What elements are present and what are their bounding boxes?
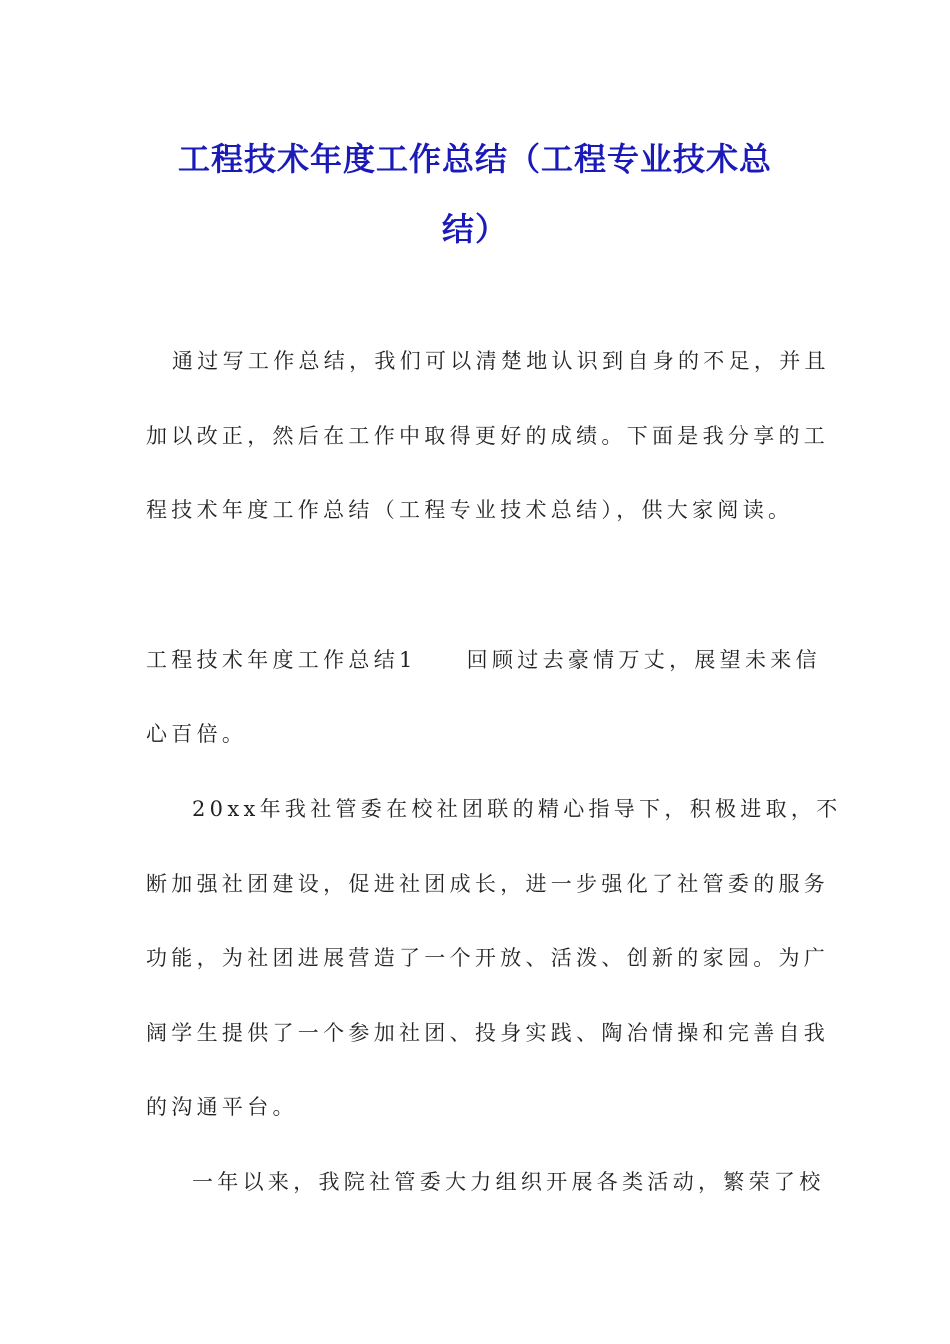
intro-line-3: 程技术年度工作总结（工程专业技术总结），供大家阅读。 — [146, 498, 794, 522]
para-2-line-4: 阔学生提供了一个参加社团、投身实践、陶冶情操和完善自我 — [146, 1021, 830, 1045]
document-title-line-1: 工程技术年度工作总结（工程专业技术总 — [177, 140, 772, 178]
para-2-line-1: 20xx年我社管委在校社团联的精心指导下，积极进取，不 — [192, 797, 842, 821]
para-2-line-3: 功能，为社团进展营造了一个开放、活泼、创新的家园。为广 — [146, 946, 830, 970]
section-1-text: 回顾过去豪情万丈，展望未来信 — [466, 648, 821, 672]
para-2-line-2: 断加强社团建设，促进社团成长，进一步强化了社管委的服务 — [146, 872, 830, 896]
document-title-line-2: 结） — [441, 210, 508, 248]
intro-line-2: 加以改正，然后在工作中取得更好的成绩。下面是我分享的工 — [146, 424, 830, 448]
section-1-line-2: 心百倍。 — [146, 722, 248, 746]
para-3-line-1: 一年以来，我院社管委大力组织开展各类活动，繁荣了校 — [192, 1170, 825, 1194]
intro-line-1: 通过写工作总结，我们可以清楚地认识到自身的不足，并且 — [172, 349, 830, 373]
section-1-heading: 工程技术年度工作总结1 — [146, 648, 417, 672]
para-2-line-5: 的沟通平台。 — [146, 1095, 298, 1119]
section-1-first-line — [146, 645, 821, 675]
